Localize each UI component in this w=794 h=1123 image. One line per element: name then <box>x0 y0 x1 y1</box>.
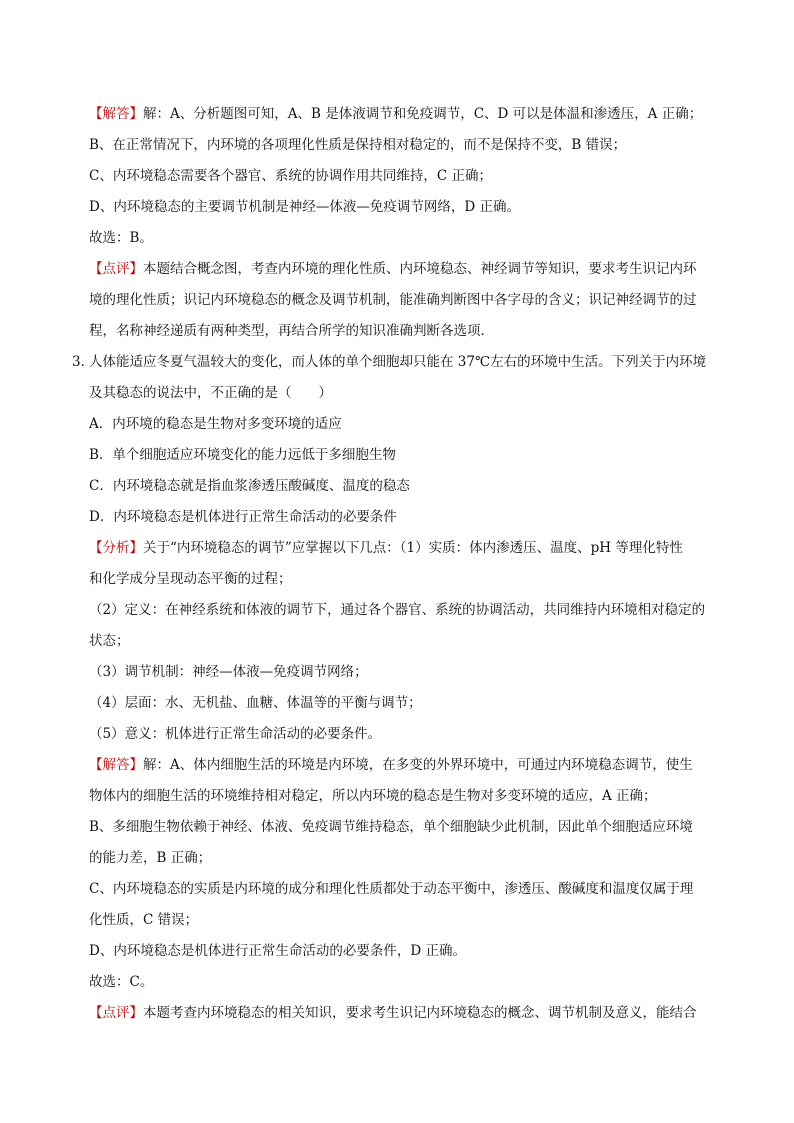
comment-tag: 【点评】 <box>89 261 143 277</box>
answer-line: D、内环境稳态的主要调节机制是神经—体液—免疫调节网络，D 正确。 <box>89 199 520 215</box>
answer-choice: 故选：C。 <box>89 974 154 990</box>
question-number: 3． <box>72 354 95 370</box>
option-d: D．内环境稳态是机体进行正常生命活动的必要条件 <box>89 509 397 525</box>
answer-line: B、在正常情况下，内环境的各项理化性质是保持相对稳定的，而不是保持不变，B 错误； <box>89 137 627 153</box>
comment-line: 程，名称神经递质有两种类型，再结合所学的知识准确判断各选项． <box>89 323 494 339</box>
comment-line: 境的理化性质；识记内环境稳态的概念及调节机制，能准确判断图中各字母的含义；识记神经调节的过 <box>89 292 697 308</box>
answer-line: B、多细胞生物依赖于神经、体液、免疫调节维持稳态，单个细胞缺少此机制，因此单个细胞适应环境 <box>89 819 693 835</box>
comment-line: 【点评】本题结合概念图，考查内环境的理化性质、内环境稳态、神经调节等知识，要求考生识记内环 <box>89 261 697 277</box>
analysis-line: 【分析】关于“内环境稳态的调节”应掌握以下几点：（1）实质：体内渗透压、温度、pH 等理化特性 <box>89 540 683 556</box>
answer-tag: 【解答】 <box>89 757 143 773</box>
analysis-line: 和化学成分呈现动态平衡的过程； <box>89 571 292 587</box>
analysis-line: 状态； <box>89 633 130 649</box>
question-stem: 及其稳态的说法中，不正确的是（ ） <box>89 385 332 401</box>
answer-line: 【解答】解：A、分析题图可知，A、B 是体液调节和免疫调节，C、D 可以是体温和渗透压，A 正确； <box>89 106 703 122</box>
answer-line: C、内环境稳态的实质是内环境的成分和理化性质都处于动态平衡中，渗透压、酸碱度和温度仅属于理 <box>89 881 694 897</box>
option-b: B．单个细胞适应环境变化的能力远低于多细胞生物 <box>89 447 396 463</box>
answer-line: 化性质，C 错误； <box>89 912 199 928</box>
option-a: A．内环境的稳态是生物对多变环境的适应 <box>89 416 342 432</box>
question-stem: 人体能适应冬夏气温较大的变化，而人体的单个细胞却只能在 37℃左右的环境中生活。下列关于内环境 <box>89 354 707 370</box>
analysis-line: （5）意义：机体进行正常生命活动的必要条件。 <box>89 726 382 742</box>
answer-line: 的能力差，B 正确； <box>89 850 212 866</box>
analysis-line: （3）调节机制：神经—体液—免疫调节网络； <box>89 664 368 680</box>
analysis-tag: 【分析】 <box>89 540 143 556</box>
analysis-line: （4）层面：水、无机盐、血糖、体温等的平衡与调节； <box>89 695 422 711</box>
answer-line: 【解答】解：A、体内细胞生活的环境是内环境，在多变的外界环境中，可通过内环境稳态调节，使生 <box>89 757 693 773</box>
comment-tag: 【点评】 <box>89 1005 143 1021</box>
answer-line: 物体内的细胞生活的环境维持相对稳定，所以内环境的稳态是生物对多变环境的适应，A 正确； <box>89 788 657 804</box>
answer-tag: 【解答】 <box>89 106 143 122</box>
answer-line: D、内环境稳态是机体进行正常生命活动的必要条件，D 正确。 <box>89 943 466 959</box>
analysis-line: （2）定义：在神经系统和体液的调节下，通过各个器官、系统的协调活动，共同维持内环境相对稳定的 <box>89 602 706 618</box>
answer-choice: 故选：B。 <box>89 230 153 246</box>
option-c: C．内环境稳态就是指血浆渗透压酸碱度、温度的稳态 <box>89 478 410 494</box>
answer-line: C、内环境稳态需要各个器官、系统的协调作用共同维持，C 正确； <box>89 168 492 184</box>
comment-line: 【点评】本题考查内环境稳态的相关知识，要求考生识记内环境稳态的概念、调节机制及意义，能结合 <box>89 1005 697 1021</box>
